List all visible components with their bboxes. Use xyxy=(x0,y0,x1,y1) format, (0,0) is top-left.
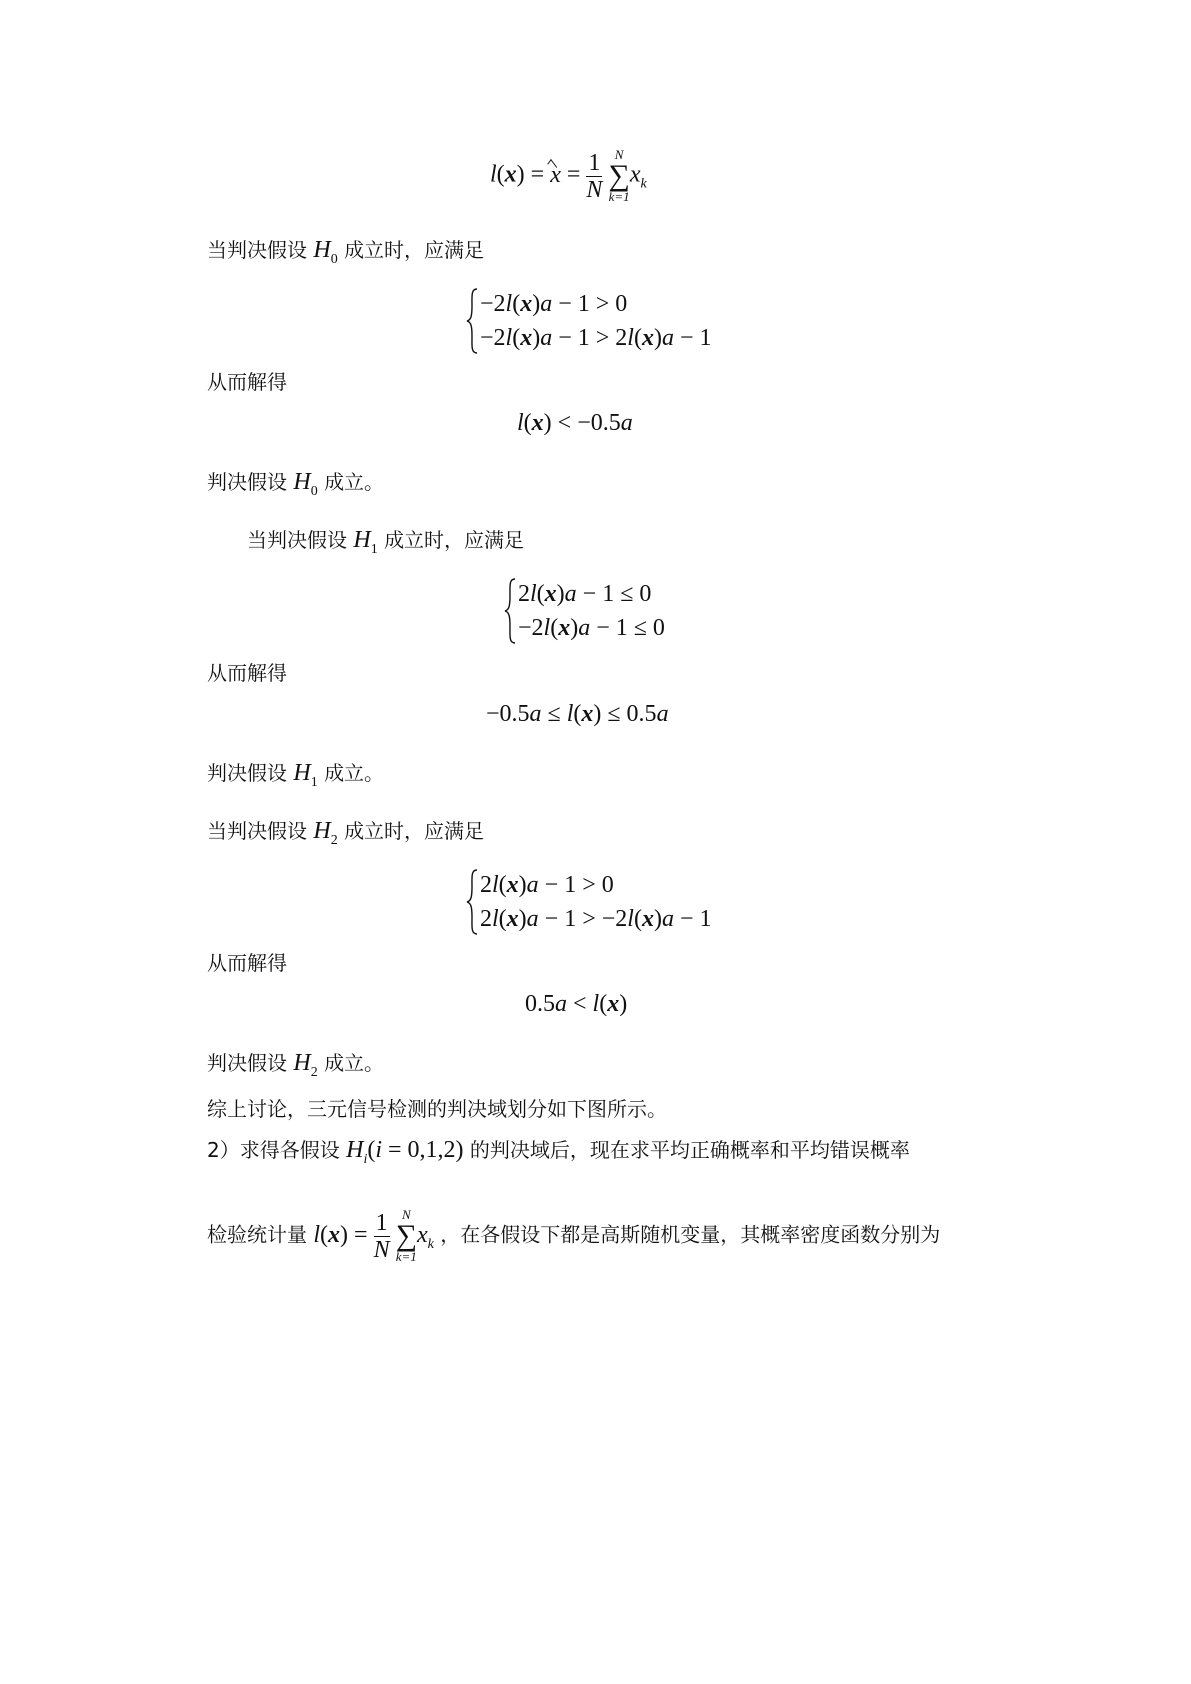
equation-statistic: l(x) = x = $\frac{1}{N}$ N ∑ k=1 $x_k$ xyxy=(490,147,647,204)
paragraph-h1-condition: 当判决假设 $H_1$ 成立时，应满足 xyxy=(247,527,525,557)
hypothesis-h0: $H_0$ xyxy=(293,469,318,499)
inequality-system-h0 xyxy=(466,288,726,358)
inequality-system-h1 xyxy=(504,578,674,648)
paragraph-h0-condition: 当判决假设 $H_0$ 成立时，应满足 xyxy=(207,237,485,267)
summation: N ∑ k=1 xyxy=(608,147,630,204)
paragraph-h2-holds: 判决假设 $H_2$ 成立。 xyxy=(207,1050,385,1080)
equation-lhs: l xyxy=(490,161,497,188)
hypothesis-h2: $H_2$ xyxy=(313,818,338,848)
brace-icon xyxy=(466,288,478,354)
system-row-2: 2l(x)a − 1 > −2l(x)a − 1 xyxy=(480,906,712,932)
result-h1: −0.5a ≤ l(x) ≤ 0.5a xyxy=(486,701,669,727)
hypothesis-hi: $H_i(i = 0,1,2)$ xyxy=(346,1137,464,1167)
system-row-1: −2l(x)a − 1 > 0 xyxy=(480,291,628,317)
paragraph-solve-3: 从而解得 xyxy=(207,951,287,975)
system-row-1: 2l(x)a − 1 ≤ 0 xyxy=(518,581,652,607)
result-h2: 0.5a < l(x) xyxy=(525,991,628,1017)
hypothesis-h1: $H_1$ xyxy=(353,527,378,557)
paragraph-h2-condition: 当判决假设 $H_2$ 成立时，应满足 xyxy=(207,818,485,848)
hypothesis-h0: $H_0$ xyxy=(313,237,338,267)
system-row-2: −2l(x)a − 1 > 2l(x)a − 1 xyxy=(480,325,712,351)
statistic-formula: l(x) = $\frac{1}{N}$ N ∑ k=1 $x_k$ xyxy=(313,1207,434,1264)
brace-icon xyxy=(466,869,478,935)
brace-icon xyxy=(504,578,516,644)
fraction: $\frac{1}{N}$ xyxy=(586,149,603,203)
paragraph-h1-holds: 判决假设 $H_1$ 成立。 xyxy=(207,760,385,790)
paragraph-step-2: 2）求得各假设 $H_i(i = 0,1,2)$ 的判决域后，现在求平均正确概率和平均错误概率 xyxy=(207,1137,910,1167)
paragraph-solve-1: 从而解得 xyxy=(207,370,287,394)
result-h0: l(x) < −0.5a xyxy=(517,410,633,436)
paragraph-summary: 综上讨论，三元信号检测的判决域划分如下图所示。 xyxy=(207,1097,667,1121)
paragraph-solve-2: 从而解得 xyxy=(207,661,287,685)
hypothesis-h1: $H_1$ xyxy=(293,760,318,790)
system-row-1: 2l(x)a − 1 > 0 xyxy=(480,872,614,898)
system-row-2: −2l(x)a − 1 ≤ 0 xyxy=(518,615,665,641)
inequality-system-h2 xyxy=(466,869,726,939)
paragraph-test-statistic: 检验统计量 l(x) = $\frac{1}{N}$ N ∑ k=1 $x_k$ ，在各假设下都是高斯随机变量，其概率密度函数分别为 xyxy=(207,1207,941,1264)
hypothesis-h2: $H_2$ xyxy=(293,1050,318,1080)
paragraph-h0-holds: 判决假设 $H_0$ 成立。 xyxy=(207,469,385,499)
